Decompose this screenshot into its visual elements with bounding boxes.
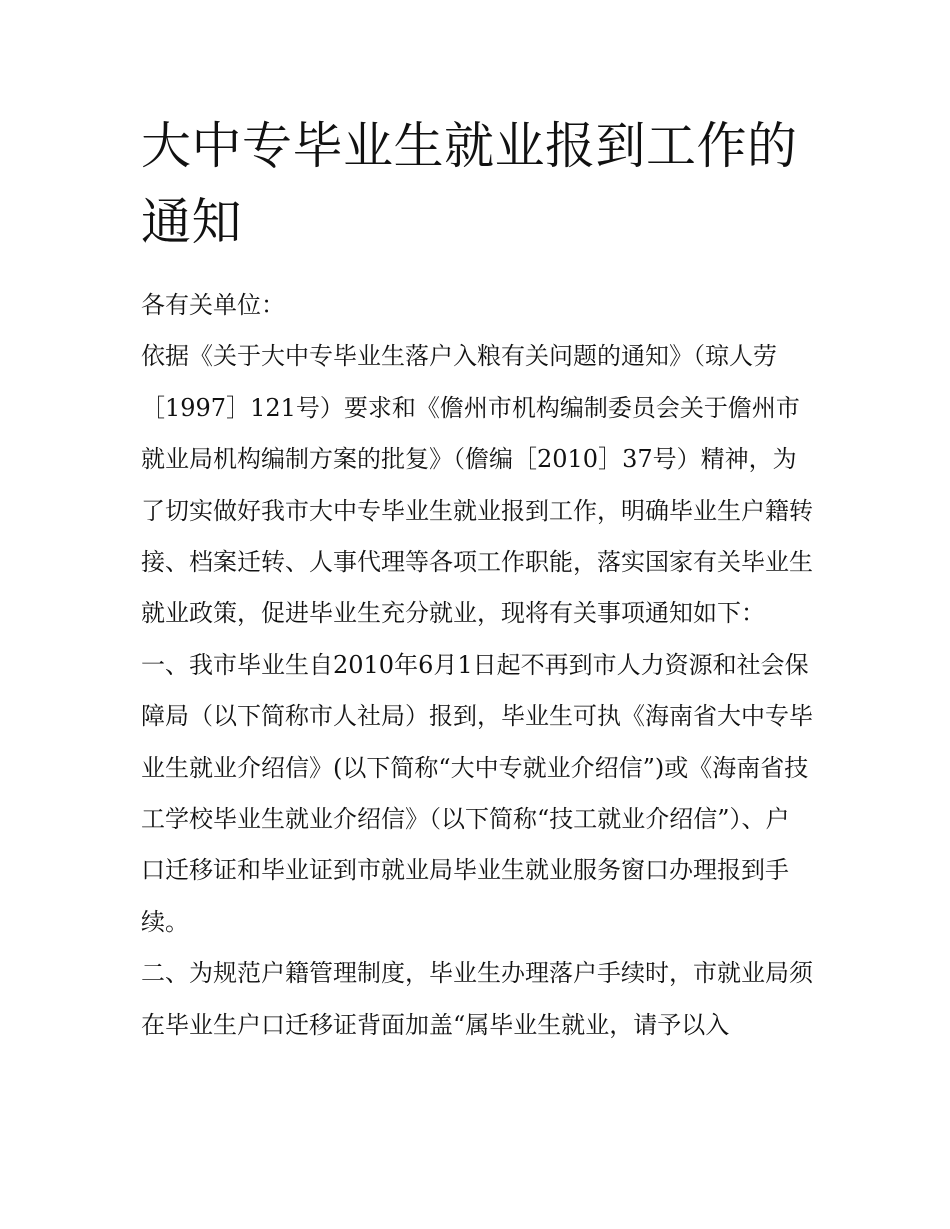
salutation: 各有关单位： — [141, 291, 285, 319]
paragraph-intro: 依据《关于大中专毕业生落户入粮有关问题的通知》（琼人劳［1997］121号）要求和《儋州市机构编制委员会关于儋州市就业局机构编制方案的批复》（儋编［2010］37号）精神，为了切实做好我市大中专毕业生就业报到工作，明确毕业生户籍转接、档案迁转、人事代理等各项工作职能，落实国家有关毕业生就业政策，促进毕业生充分就业，现将有关事项通知如下： — [141, 342, 813, 628]
document-title: 大中专毕业生就业报到工作的通知 — [141, 117, 798, 251]
paragraph-item-2: 二、为规范户籍管理制度，毕业生办理落户手续时，市就业局须在毕业生户口迁移证背面加盖“属毕业生就业，请予以入 — [141, 959, 813, 1039]
document-body — [141, 280, 813, 1051]
paragraph-item-1: 一、我市毕业生自2010年6月1日起不再到市人力资源和社会保障局（以下简称市人社局）报到，毕业生可执《海南省大中专毕业生就业介绍信》(以下简称“大中专就业介绍信”)或《海南省技工学校毕业生就业介绍信》（以下简称“技工就业介绍信”）、户口迁移证和毕业证到市就业局毕业生就业服务窗口办理报到手续。 — [141, 650, 813, 936]
document-page — [141, 108, 813, 1051]
